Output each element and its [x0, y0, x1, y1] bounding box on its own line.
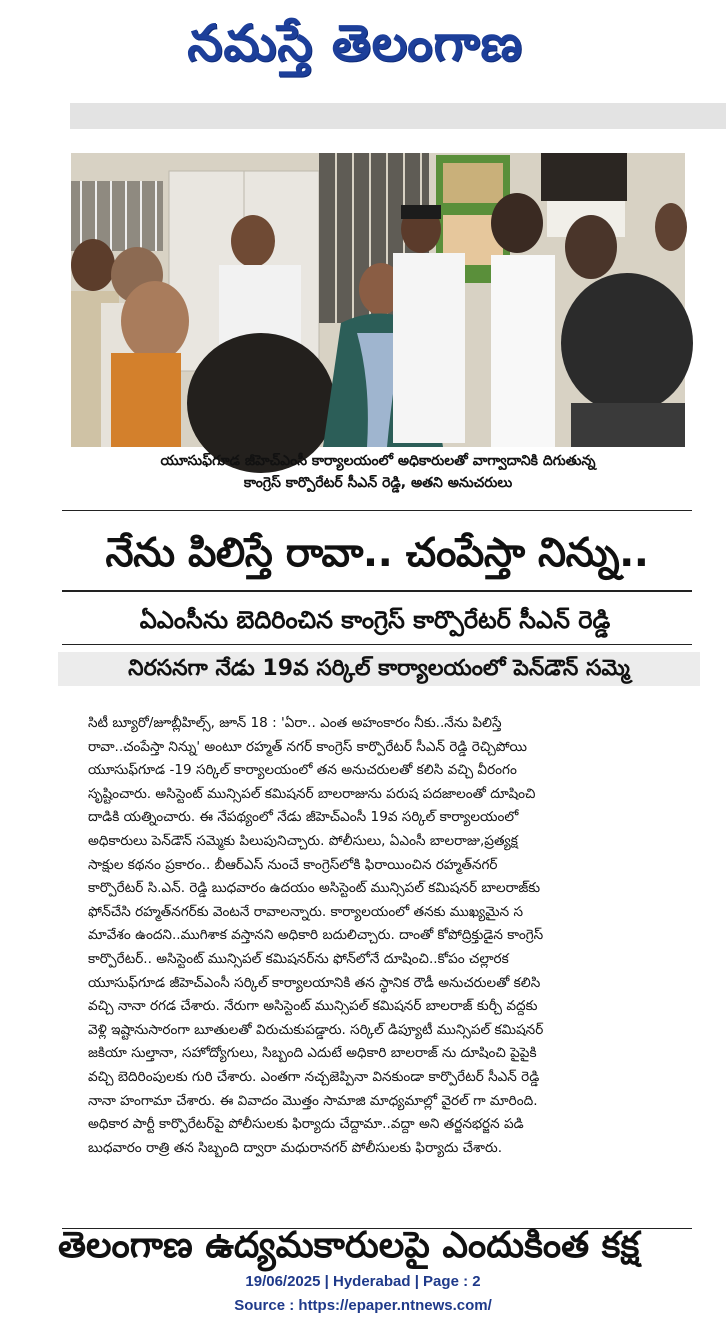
body-line: దాడికి యత్నించారు. ఈ నేపథ్యంలో నేడు జీహెచ్‌ఎంసీ 19వ సర్కిల్ కార్యాలయంలో [88, 809, 519, 826]
photo-illustration [71, 153, 685, 447]
footer-date-line: 19/06/2025 | Hyderabad | Page : 2 [245, 1273, 481, 1290]
body-line: కార్పొరేటర్.. అసిస్టెంట్ మున్సిపల్ కమిషనర్‌ను ఫోన్‌లోనే దూషించి..కోపం చల్లారక [88, 950, 509, 967]
news-photo [71, 153, 685, 447]
divider [62, 510, 692, 511]
header-band [70, 103, 726, 129]
divider [62, 644, 692, 645]
body-line: వెళ్లి ఇష్టానుసారంగా బూతులతో విరుచుకుపడ్డారు. సర్కిల్ డిప్యూటీ మున్సిపల్ కమిషనర్ [88, 1021, 544, 1038]
body-line: వచ్చి బెదిరింపులకు గురి చేశారు. ఎంతగా నచ్చజెప్పినా వినకుండా కార్పొరేటర్ సీఎన్ రెడ్డి [88, 1068, 540, 1085]
body-line: యూసుఫ్‌గూడ జీహెచ్‌ఎంసీ సర్కిల్ కార్యాలయానికి తన స్థానిక రౌడీ అనుచరులతో కలిసి [88, 974, 541, 991]
article-headline: నేను పిలిస్తే రావా.. చంపేస్తా నిన్ను.. [105, 530, 649, 576]
body-line: ఫోన్‌చేసి రహ్మత్‌నగర్‌కు వెంటనే రావాలన్నారు. కార్యాలయంలో తనకు ముఖ్యమైన స [88, 903, 524, 920]
article-body [88, 712, 692, 1160]
body-line: మావేశం ఉందని..ముగిశాక వస్తానని అధికారి బదులిచ్చారు. దాంతో కోపోద్రిక్తుడైన కాంగ్రెస్ [88, 927, 544, 944]
next-headline-text: తెలంగాణ ఉద్యమకారులపై ఎందుకింత కక్ష [58, 1225, 640, 1266]
body-line: సృష్టించారు. అసిస్టెంట్ మున్సిపల్ కమిషనర్ బాలరాజును పరుష పదజాలంతో దూషించి [88, 785, 536, 802]
article-kicker: నిరసనగా నేడు 19వ సర్కిల్ కార్యాలయంలో పెన్‌డౌన్ సమ్మె [58, 652, 700, 686]
body-line: వచ్చి నానా రగడ చేశారు. నేరుగా అసిస్టెంట్ మున్సిపల్ కమిషనర్ బాలరాజ్ కుర్చీ వద్దకు [88, 998, 538, 1015]
body-line: అధికారులు పెన్‌డౌన్ సమ్మెకు పిలుపునిచ్చారు. పోలీసులు, ఏఎంసీ బాలరాజు,ప్రత్యక్ష [88, 832, 518, 849]
footer-source-link[interactable]: Source : https://epaper.ntnews.com/ [234, 1297, 492, 1314]
article-subheadline: ఏఎంసీను బెదిరించిన కాంగ్రెస్ కార్పొరేటర్ సీఎన్ రెడ్డి [139, 606, 611, 634]
photo-caption [71, 450, 685, 494]
masthead [0, 0, 726, 96]
newspaper-logo: నమస్తే తెలంగాణ [187, 14, 523, 72]
body-line: సాక్షుల కథనం ప్రకారం.. బీఆర్ఎస్ నుంచే కాంగ్రెస్‌లోకి ఫిరాయించిన రహ్మత్‌నగర్ [88, 856, 498, 873]
divider [62, 590, 692, 592]
body-line: బుధవారం రాత్రి తన సిబ్బంది ద్వారా మధురానగర్ పోలీసులకు ఫిర్యాదు చేశారు. [88, 1139, 503, 1156]
caption-line: కాంగ్రెస్ కార్పొరేటర్ సీఎన్ రెడ్డి, అతని అనుచరులు [243, 475, 513, 491]
caption-line: యూసుఫ్‌గూడ జీహెచ్‌ఎంసీ కార్యాలయంలో అధికారులతో వాగ్వాదానికి దిగుతున్న [160, 453, 596, 469]
body-line: అధికార పార్టీ కార్పొరేటర్‌పై పోలీసులకు ఫిర్యాదు చేద్దామా..వద్దా అని తర్జనభర్జన పడి [88, 1116, 524, 1133]
body-line: సిటీ బ్యూరో/జూబ్లీహిల్స్, జూన్ 18 : 'ఏరా.. ఎంత అహంకారం నీకు..నేను పిలిస్తే [88, 715, 502, 731]
body-line: జకియా సుల్తానా, సహోద్యోగులు, సిబ్బంది ఎదుటే అధికారి బాలరాజ్ ను దూషించి పైపైకి [88, 1045, 537, 1062]
body-line: రావా..చంపేస్తా నిన్ను' అంటూ రహ్మత్ నగర్ కాంగ్రెస్ కార్పొరేటర్ సీఎన్ రెడ్డి రెచ్చిపోయి [88, 738, 528, 755]
body-line: కార్పొరేటర్ సి.ఎన్. రెడ్డి బుధవారం ఉదయం అసిస్టెంట్ మున్సిపల్ కమిషనర్ బాలరాజ్‌కు [88, 880, 541, 897]
body-line: నానా హంగామా చేశారు. ఈ వివాదం మొత్తం సామాజి మాధ్యమాల్లో వైరల్ గా మారింది. [88, 1092, 538, 1109]
next-article-headline-cropped [58, 1225, 688, 1266]
page-footer [0, 1270, 726, 1318]
body-line: యూసుఫ్‌గూడ -19 సర్కిల్ కార్యాలయంలో తన అనుచరులతో కలిసి వచ్చి వీరంగం [88, 762, 517, 779]
